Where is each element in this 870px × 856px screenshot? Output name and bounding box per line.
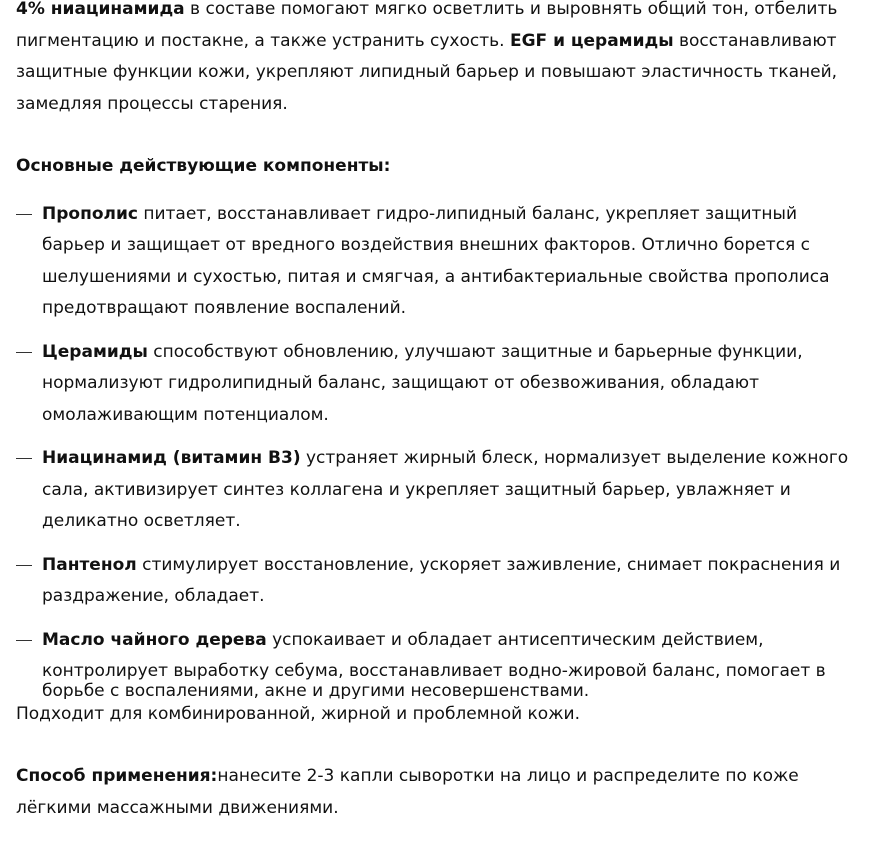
- component-name: Прополис: [42, 203, 138, 224]
- component-name: Церамиды: [42, 341, 148, 362]
- intro-paragraph: [16, 0, 856, 120]
- usage-label: Способ применения:: [16, 766, 218, 786]
- usage-instructions: [16, 761, 856, 824]
- list-item: [16, 550, 856, 613]
- components-list: [16, 199, 856, 699]
- components-heading: Основные действующие компоненты:: [16, 156, 391, 176]
- dash-bullet-icon: [16, 565, 32, 566]
- list-item: [16, 625, 856, 699]
- dash-bullet-icon: [16, 352, 32, 353]
- component-text-clipped-tail: борьбе с воспалениями, акне и другими несовершенствами.: [42, 680, 590, 699]
- component-name: Масло чайного дерева: [42, 629, 267, 650]
- component-text: стимулирует восстановление, ускоряет заживление, снимает покраснения и раздражение, обладает.: [42, 554, 841, 606]
- skin-type-note: Подходит для комбинированной, жирной и проблемной кожи.: [16, 703, 580, 724]
- component-text: питает, восстанавливает гидро-липидный баланс, укрепляет защитный барьер и защищает от вредного воздействия внешних факторов. Отлично борется с шелушениями и сухостью, питая и смягчая, а антибактериальные свойства прополиса предотвращают появление воспалений.: [42, 203, 830, 318]
- niacinamide-highlight: 4% ниацинамида: [16, 0, 185, 19]
- egf-highlight: EGF и церамиды: [509, 30, 674, 51]
- component-text: устраняет жирный блеск, нормализует выделение кожного сала, активизирует синтез коллагена и укрепляет защитный барьер, увлажняет и деликатно осветляет.: [42, 448, 849, 531]
- egf-text: восстанавливают защитные функции кожи, укрепляют липидный барьер и повышают эластичность тканей, замедляя процессы старения.: [16, 30, 838, 114]
- usage-text: нанесите 2-3 капли сыворотки на лицо и распределите по коже лёгкими массажными движениями.: [16, 766, 799, 818]
- product-description: [16, 0, 856, 824]
- dash-bullet-icon: [16, 214, 32, 215]
- component-name: Ниацинамид (витамин B3): [42, 448, 301, 468]
- niacinamide-text: в составе помогают мягко осветлить и выровнять общий тон, отбелить пигментацию и постакне, а также устранить сухость.: [16, 0, 838, 51]
- component-text: способствуют обновлению, улучшают защитные и барьерные функции, нормализуют гидролипидный баланс, защищают от обезвоживания, обладают омолаживающим потенциалом.: [42, 341, 803, 425]
- dash-bullet-icon: [16, 458, 32, 459]
- dash-bullet-icon: [16, 640, 32, 641]
- list-item: [16, 337, 856, 432]
- component-text: успокаивает и обладает антисептическим действием, контролирует выработку себума, восстанавливает водно-жировой баланс, помогает в: [42, 629, 826, 681]
- component-name: Пантенол: [42, 554, 137, 575]
- list-item: [16, 443, 856, 538]
- list-item: [16, 199, 856, 325]
